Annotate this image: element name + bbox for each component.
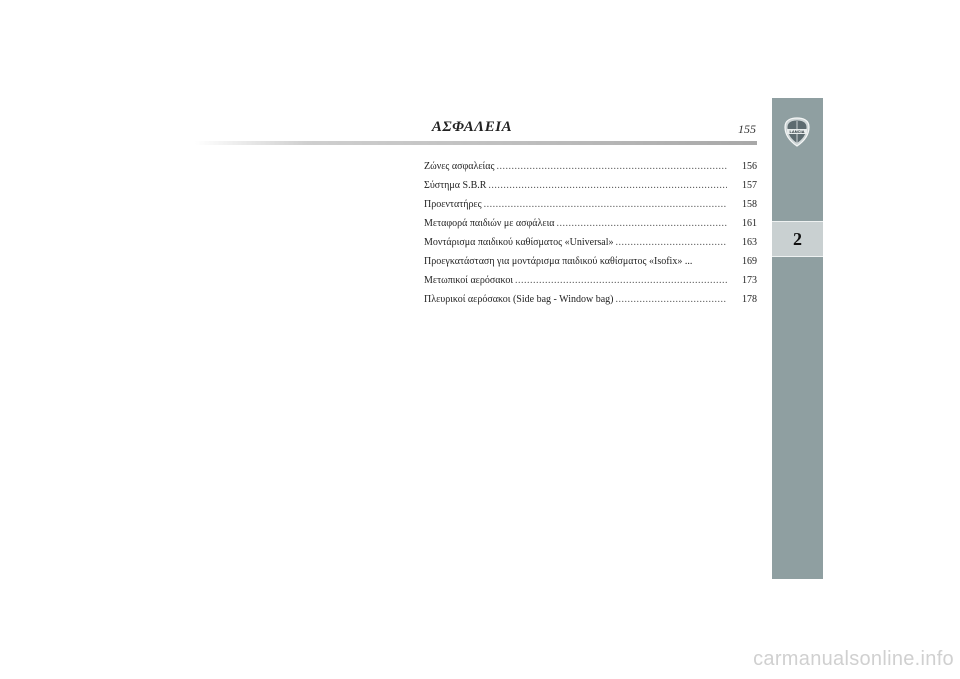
toc-entry-title: Μοντάρισμα παιδικού καθίσματος «Universal» [424, 237, 614, 248]
toc-leader [616, 237, 727, 248]
chapter-marker [772, 221, 823, 257]
toc-leader [496, 161, 727, 172]
toc-entry-title: Προεγκατάσταση για μοντάρισμα παιδικού καθίσματος «Isofix» ... [424, 256, 693, 267]
table-of-contents [424, 161, 757, 313]
toc-entry-title: Μετωπικοί αερόσακοι [424, 275, 514, 286]
header-rule [195, 141, 757, 145]
toc-entry[interactable] [424, 237, 757, 256]
page-number: 155 [738, 122, 756, 136]
toc-leader [557, 218, 727, 229]
toc-entry-title: Πλευρικοί αερόσακοι (Side bag - Window bag) [424, 294, 614, 305]
toc-entry[interactable] [424, 294, 757, 313]
toc-entry-page: 169 [742, 256, 757, 267]
toc-entry-page: 158 [742, 199, 757, 210]
toc-entry-title: Σύστημα S.B.R [424, 180, 487, 191]
toc-entry[interactable] [424, 180, 757, 199]
logo-area [772, 98, 823, 221]
toc-leader [515, 275, 727, 286]
toc-entry-page: 163 [742, 237, 757, 248]
toc-entry-page: 173 [742, 275, 757, 286]
toc-entry-page: 178 [742, 294, 757, 305]
chapter-number: 2 [793, 228, 802, 249]
page-title: ΑΣΦΑΛΕΙΑ [431, 119, 513, 135]
toc-entry-title: Ζώνες ασφαλείας [424, 161, 495, 172]
watermark: carmanualsonline.info [753, 648, 954, 670]
toc-leader [484, 199, 727, 210]
svg-text:LANCIA: LANCIA [789, 129, 805, 135]
toc-entry-page: 157 [742, 180, 757, 191]
toc-entry-page: 161 [742, 218, 757, 229]
toc-entry-title: Προεντατήρες [424, 199, 482, 210]
toc-entry-page: 156 [742, 161, 757, 172]
toc-entry[interactable] [424, 218, 757, 237]
lancia-logo-icon [783, 117, 811, 147]
toc-entry-title: Μεταφορά παιδιών με ασφάλεια [424, 218, 555, 229]
toc-leader [615, 294, 727, 305]
toc-leader [488, 180, 727, 191]
toc-entry[interactable] [424, 161, 757, 180]
chapter-side-tab [772, 98, 823, 579]
toc-entry[interactable] [424, 199, 757, 218]
toc-entry[interactable] [424, 256, 757, 275]
toc-entry[interactable] [424, 275, 757, 294]
